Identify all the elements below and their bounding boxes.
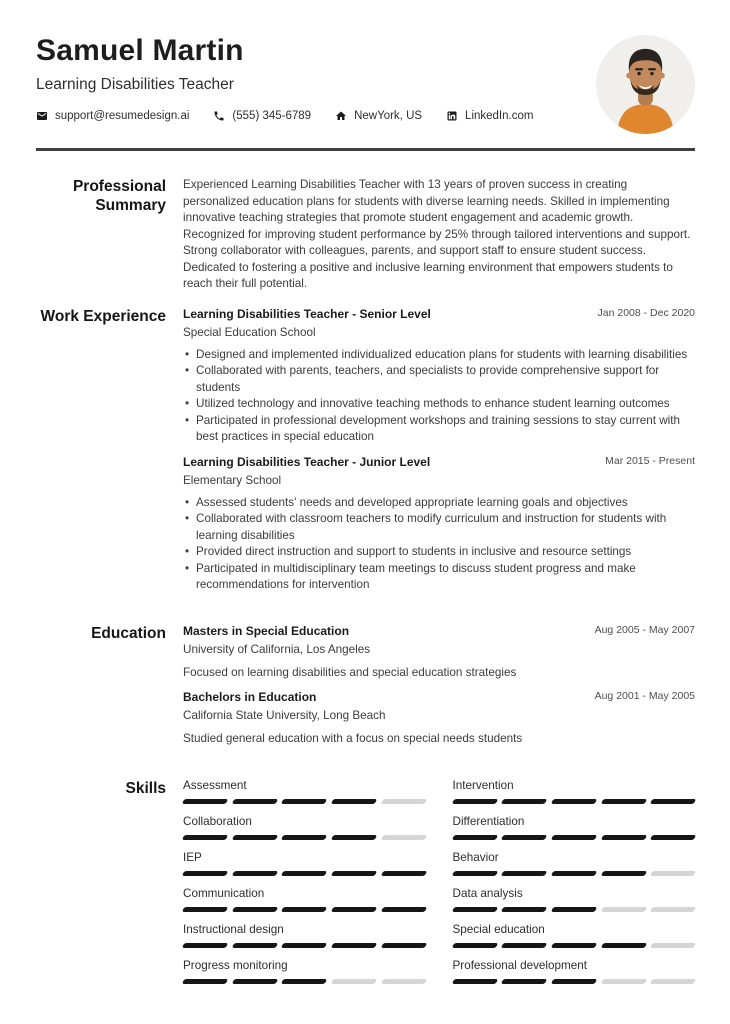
job-bullet: • Utilized technology and innovative teaching methods to enhance student learning outcomes: [183, 396, 695, 413]
skill-bar-segment: [331, 943, 377, 948]
skill-bar-segment: [551, 979, 597, 984]
person-job-title: Learning Disabilities Teacher: [36, 76, 234, 93]
degree-header: [183, 690, 695, 705]
skill-name: Collaboration: [183, 814, 252, 828]
skill-bar-segment: [281, 835, 327, 840]
degree-description: Focused on learning disabilities and special education strategies: [183, 665, 517, 679]
skill-bar-segment: [182, 907, 228, 912]
section-skills: [36, 779, 695, 984]
skill-bar-segment: [281, 979, 327, 984]
skill-name: Special education: [452, 922, 545, 936]
person-name: Samuel Martin: [36, 34, 244, 67]
job-bullet: • Designed and implemented individualized education plans for students with learning disabilities: [183, 347, 695, 364]
skill-bar-segment: [501, 979, 547, 984]
job-dates: Mar 2015 - Present: [605, 454, 695, 467]
degree-entry: [183, 624, 695, 681]
skill-item: [453, 779, 696, 804]
job-dates: Jan 2008 - Dec 2020: [597, 306, 695, 319]
degree-dates: Aug 2001 - May 2005: [594, 689, 695, 702]
skill-bar-segment: [600, 799, 646, 804]
skill-bar-segment: [451, 835, 497, 840]
skill-bar-segment: [600, 943, 646, 948]
skill-bar-segment: [380, 799, 426, 804]
skill-bar: [453, 943, 696, 948]
skill-bar-segment: [551, 907, 597, 912]
skill-bar-segment: [331, 871, 377, 876]
skill-item: [453, 887, 696, 912]
contact-text: LinkedIn.com: [465, 110, 534, 122]
skill-bar-segment: [451, 943, 497, 948]
skill-bar: [183, 799, 426, 804]
skill-bar-segment: [231, 907, 277, 912]
skill-bar: [183, 835, 426, 840]
degree-school: University of California, Los Angeles: [183, 642, 371, 656]
skill-bar-segment: [380, 907, 426, 912]
skill-bar-segment: [331, 799, 377, 804]
skill-bar: [453, 835, 696, 840]
skill-bar-segment: [281, 799, 327, 804]
job-header: [183, 307, 695, 322]
skill-item: [183, 815, 426, 840]
skill-bar-segment: [331, 979, 377, 984]
skill-bar-segment: [551, 799, 597, 804]
profile-photo: [596, 35, 695, 134]
header-divider: [36, 148, 695, 151]
skill-bar: [183, 979, 426, 984]
skill-bar-segment: [231, 979, 277, 984]
skill-bar: [183, 943, 426, 948]
skill-name: Data analysis: [452, 886, 523, 900]
linkedin-icon: [446, 110, 458, 122]
skills-grid: [183, 779, 695, 984]
section-label-education: Education: [91, 624, 166, 642]
skill-name: Intervention: [452, 778, 514, 792]
skill-bar-segment: [451, 799, 497, 804]
skill-bar-segment: [380, 835, 426, 840]
skill-bar-segment: [281, 871, 327, 876]
contact-text: support@resumedesign.ai: [55, 110, 190, 122]
skill-item: [183, 923, 426, 948]
skill-bar-segment: [331, 835, 377, 840]
skill-name: Instructional design: [183, 922, 284, 936]
skill-name: Differentiation: [452, 814, 525, 828]
job-company: Special Education School: [183, 325, 316, 339]
skill-bar: [453, 979, 696, 984]
summary-text: Experienced Learning Disabilities Teacher with 13 years of proven success in creating personalized education plans for students with diverse learning needs. Skilled in implementing innovative teaching strategies that promote student engagement and academic growth. Recognized for improving student performance by 25% through tailored interventions and support. Strong collaborator with colleagues, parents, and support staff to ensure student success. Dedicated to fostering a positive and inclusive learning environment that empowers students to reach their full potential.: [183, 178, 691, 290]
skill-bar-segment: [650, 871, 696, 876]
job-bullet: • Assessed students' needs and developed appropriate learning goals and objectives: [183, 495, 695, 512]
skill-bar-segment: [231, 835, 277, 840]
skill-bar-segment: [501, 871, 547, 876]
resume-header: [36, 34, 695, 151]
skill-item: [183, 851, 426, 876]
skill-bar-segment: [600, 907, 646, 912]
skill-name: IEP: [183, 850, 202, 864]
degree-dates: Aug 2005 - May 2007: [594, 623, 695, 636]
skill-bar-segment: [600, 871, 646, 876]
skill-bar-segment: [281, 907, 327, 912]
skill-bar-segment: [551, 835, 597, 840]
skill-bar-segment: [650, 835, 696, 840]
email-icon: [36, 110, 48, 122]
section-label-summary: Professional Summary: [72, 178, 166, 214]
job-company: Elementary School: [183, 473, 282, 487]
skill-bar-segment: [451, 871, 497, 876]
skill-item: [183, 959, 426, 984]
section-professional-summary: [36, 177, 695, 293]
skill-bar-segment: [501, 943, 547, 948]
skill-bar: [453, 907, 696, 912]
skill-item: [183, 779, 426, 804]
skill-bar: [453, 871, 696, 876]
job-bullet: • Participated in multidisciplinary team meetings to discuss student progress and make recommendations for intervention: [183, 561, 695, 594]
job-title: Learning Disabilities Teacher - Junior Level: [183, 454, 431, 469]
degree-entry: [183, 690, 695, 747]
skill-bar: [183, 907, 426, 912]
skill-name: Assessment: [183, 778, 247, 792]
skill-bar-segment: [380, 979, 426, 984]
contact-item: [213, 110, 311, 122]
contact-item: [335, 110, 422, 122]
job-bullet-list: [183, 495, 695, 594]
job-bullet: • Collaborated with parents, teachers, and specialists to provide comprehensive support for students: [183, 363, 695, 396]
skill-bar-segment: [451, 907, 497, 912]
skill-bar-segment: [650, 979, 696, 984]
skill-bar-segment: [380, 871, 426, 876]
job-header: [183, 455, 695, 470]
skill-bar: [183, 871, 426, 876]
skill-item: [453, 851, 696, 876]
skill-name: Progress monitoring: [183, 958, 288, 972]
skill-bar-segment: [501, 907, 547, 912]
skill-bar: [453, 799, 696, 804]
section-work-experience: [36, 307, 695, 594]
contact-item: [446, 110, 533, 122]
skill-bar-segment: [600, 835, 646, 840]
home-icon: [335, 110, 347, 122]
skill-name: Behavior: [452, 850, 499, 864]
job-entry: [183, 307, 695, 446]
job-title: Learning Disabilities Teacher - Senior Level: [183, 306, 431, 321]
skill-bar-segment: [600, 979, 646, 984]
skill-bar-segment: [501, 799, 547, 804]
job-bullet: • Participated in professional development workshops and training sessions to stay current with best practices in special education: [183, 413, 695, 446]
skill-bar-segment: [380, 943, 426, 948]
job-bullet: • Provided direct instruction and support to students in inclusive and resource settings: [183, 544, 695, 561]
skill-name: Professional development: [452, 958, 587, 972]
skill-bar-segment: [650, 907, 696, 912]
skill-bar-segment: [501, 835, 547, 840]
degree-description: Studied general education with a focus on special needs students: [183, 731, 523, 745]
skill-bar-segment: [650, 799, 696, 804]
degree-school: California State University, Long Beach: [183, 708, 386, 722]
contact-text: (555) 345-6789: [232, 110, 312, 122]
contact-item: [36, 110, 189, 122]
skill-name: Communication: [183, 886, 265, 900]
skill-bar-segment: [231, 943, 277, 948]
phone-icon: [213, 110, 225, 122]
skill-bar-segment: [551, 943, 597, 948]
skill-bar-segment: [331, 907, 377, 912]
skill-bar-segment: [231, 799, 277, 804]
skill-bar-segment: [650, 943, 696, 948]
degree-title: Bachelors in Education: [183, 689, 317, 704]
skill-bar-segment: [182, 871, 228, 876]
work-experience-list: [183, 307, 695, 594]
job-bullet: • Collaborated with classroom teachers to modify curriculum and instruction for students with learning disabilities: [183, 511, 695, 544]
skill-bar-segment: [182, 979, 228, 984]
skill-bar-segment: [281, 943, 327, 948]
skill-bar-segment: [231, 871, 277, 876]
degree-title: Masters in Special Education: [183, 623, 350, 638]
job-bullet-list: [183, 347, 695, 446]
education-list: [183, 624, 695, 747]
skill-item: [453, 923, 696, 948]
section-education: [36, 624, 695, 747]
skill-bar-segment: [182, 799, 228, 804]
profile-photo-illustration: [596, 35, 695, 134]
contact-row: [36, 110, 695, 122]
degree-header: [183, 624, 695, 639]
section-label-experience: Work Experience: [40, 307, 166, 325]
skill-bar-segment: [451, 979, 497, 984]
contact-text: NewYork, US: [354, 110, 423, 122]
skill-bar-segment: [182, 835, 228, 840]
skill-item: [183, 887, 426, 912]
skill-bar-segment: [182, 943, 228, 948]
section-label-skills: Skills: [125, 779, 166, 797]
skill-item: [453, 815, 696, 840]
job-entry: [183, 455, 695, 594]
skill-bar-segment: [551, 871, 597, 876]
skill-item: [453, 959, 696, 984]
